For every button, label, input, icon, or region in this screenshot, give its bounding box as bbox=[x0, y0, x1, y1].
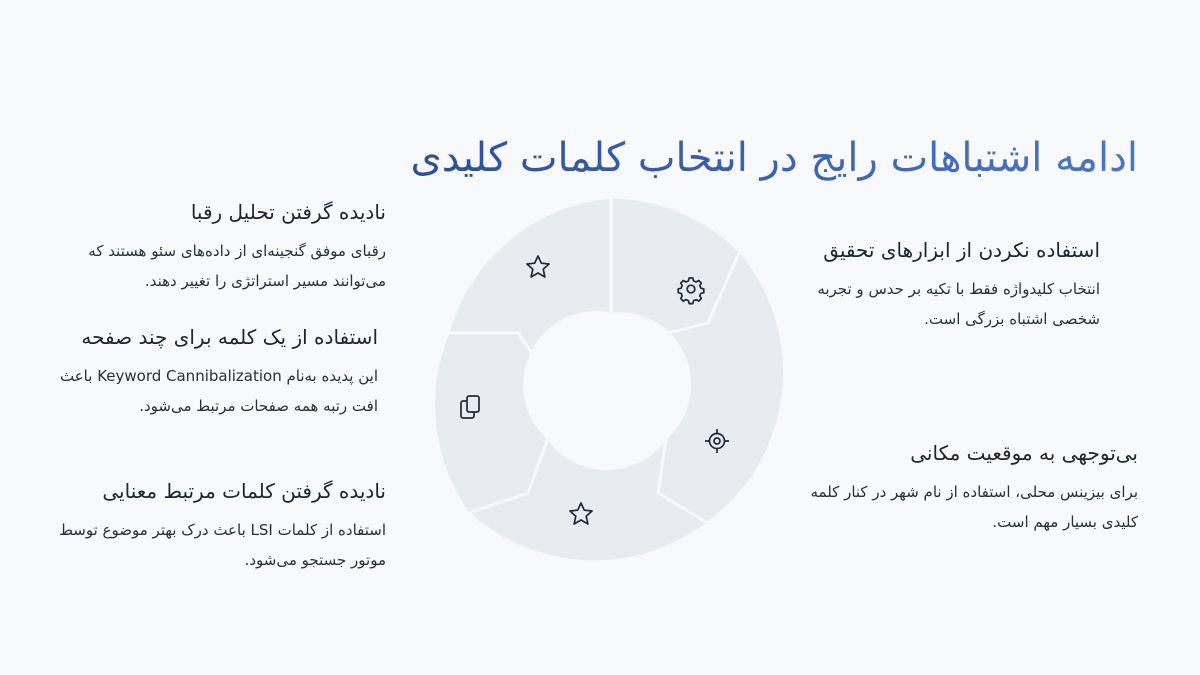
page-title: ادامه اشتباهات رایج در انتخاب کلمات کلیدی bbox=[410, 134, 1138, 181]
cycle-diagram bbox=[408, 193, 798, 583]
item-description: استفاده از کلمات LSI باعث درک بهتر موضوع توسط موتور جستجو می‌شود. bbox=[59, 521, 386, 569]
item-heading: استفاده از یک کلمه برای چند صفحه bbox=[81, 325, 378, 349]
item-description: برای بیزینس محلی، استفاده از نام شهر در کنار کلمه کلیدی بسیار مهم است. bbox=[810, 483, 1138, 531]
item-heading: نادیده گرفتن کلمات مرتبط معنایی bbox=[102, 479, 386, 503]
item-heading: نادیده گرفتن تحلیل رقبا bbox=[190, 200, 386, 224]
item-description: رقبای موفق گنجینه‌ای از داده‌های سئو هستند که می‌توانند مسیر استراتژی را تغییر دهند. bbox=[88, 242, 386, 290]
item-keyword-cannibalization bbox=[58, 325, 378, 421]
item-heading: بی‌توجهی به موقعیت مکانی bbox=[910, 441, 1138, 465]
item-heading: استفاده نکردن از ابزارهای تحقیق bbox=[823, 238, 1100, 262]
item-description: این پدیده به‌نام Keyword Cannibalization باعث افت رتبه همه صفحات مرتبط می‌شود. bbox=[59, 367, 378, 415]
item-research-tools bbox=[770, 238, 1100, 334]
item-competitor-analysis bbox=[56, 200, 386, 296]
segment-cannibalization bbox=[434, 333, 548, 513]
item-description: انتخاب کلیدواژه فقط با تکیه بر حدس و تجربه شخصی اشتباه بزرگی است. bbox=[817, 280, 1100, 328]
item-location bbox=[808, 441, 1138, 537]
item-semantic-keywords bbox=[56, 479, 386, 575]
cycle-center bbox=[528, 314, 672, 458]
